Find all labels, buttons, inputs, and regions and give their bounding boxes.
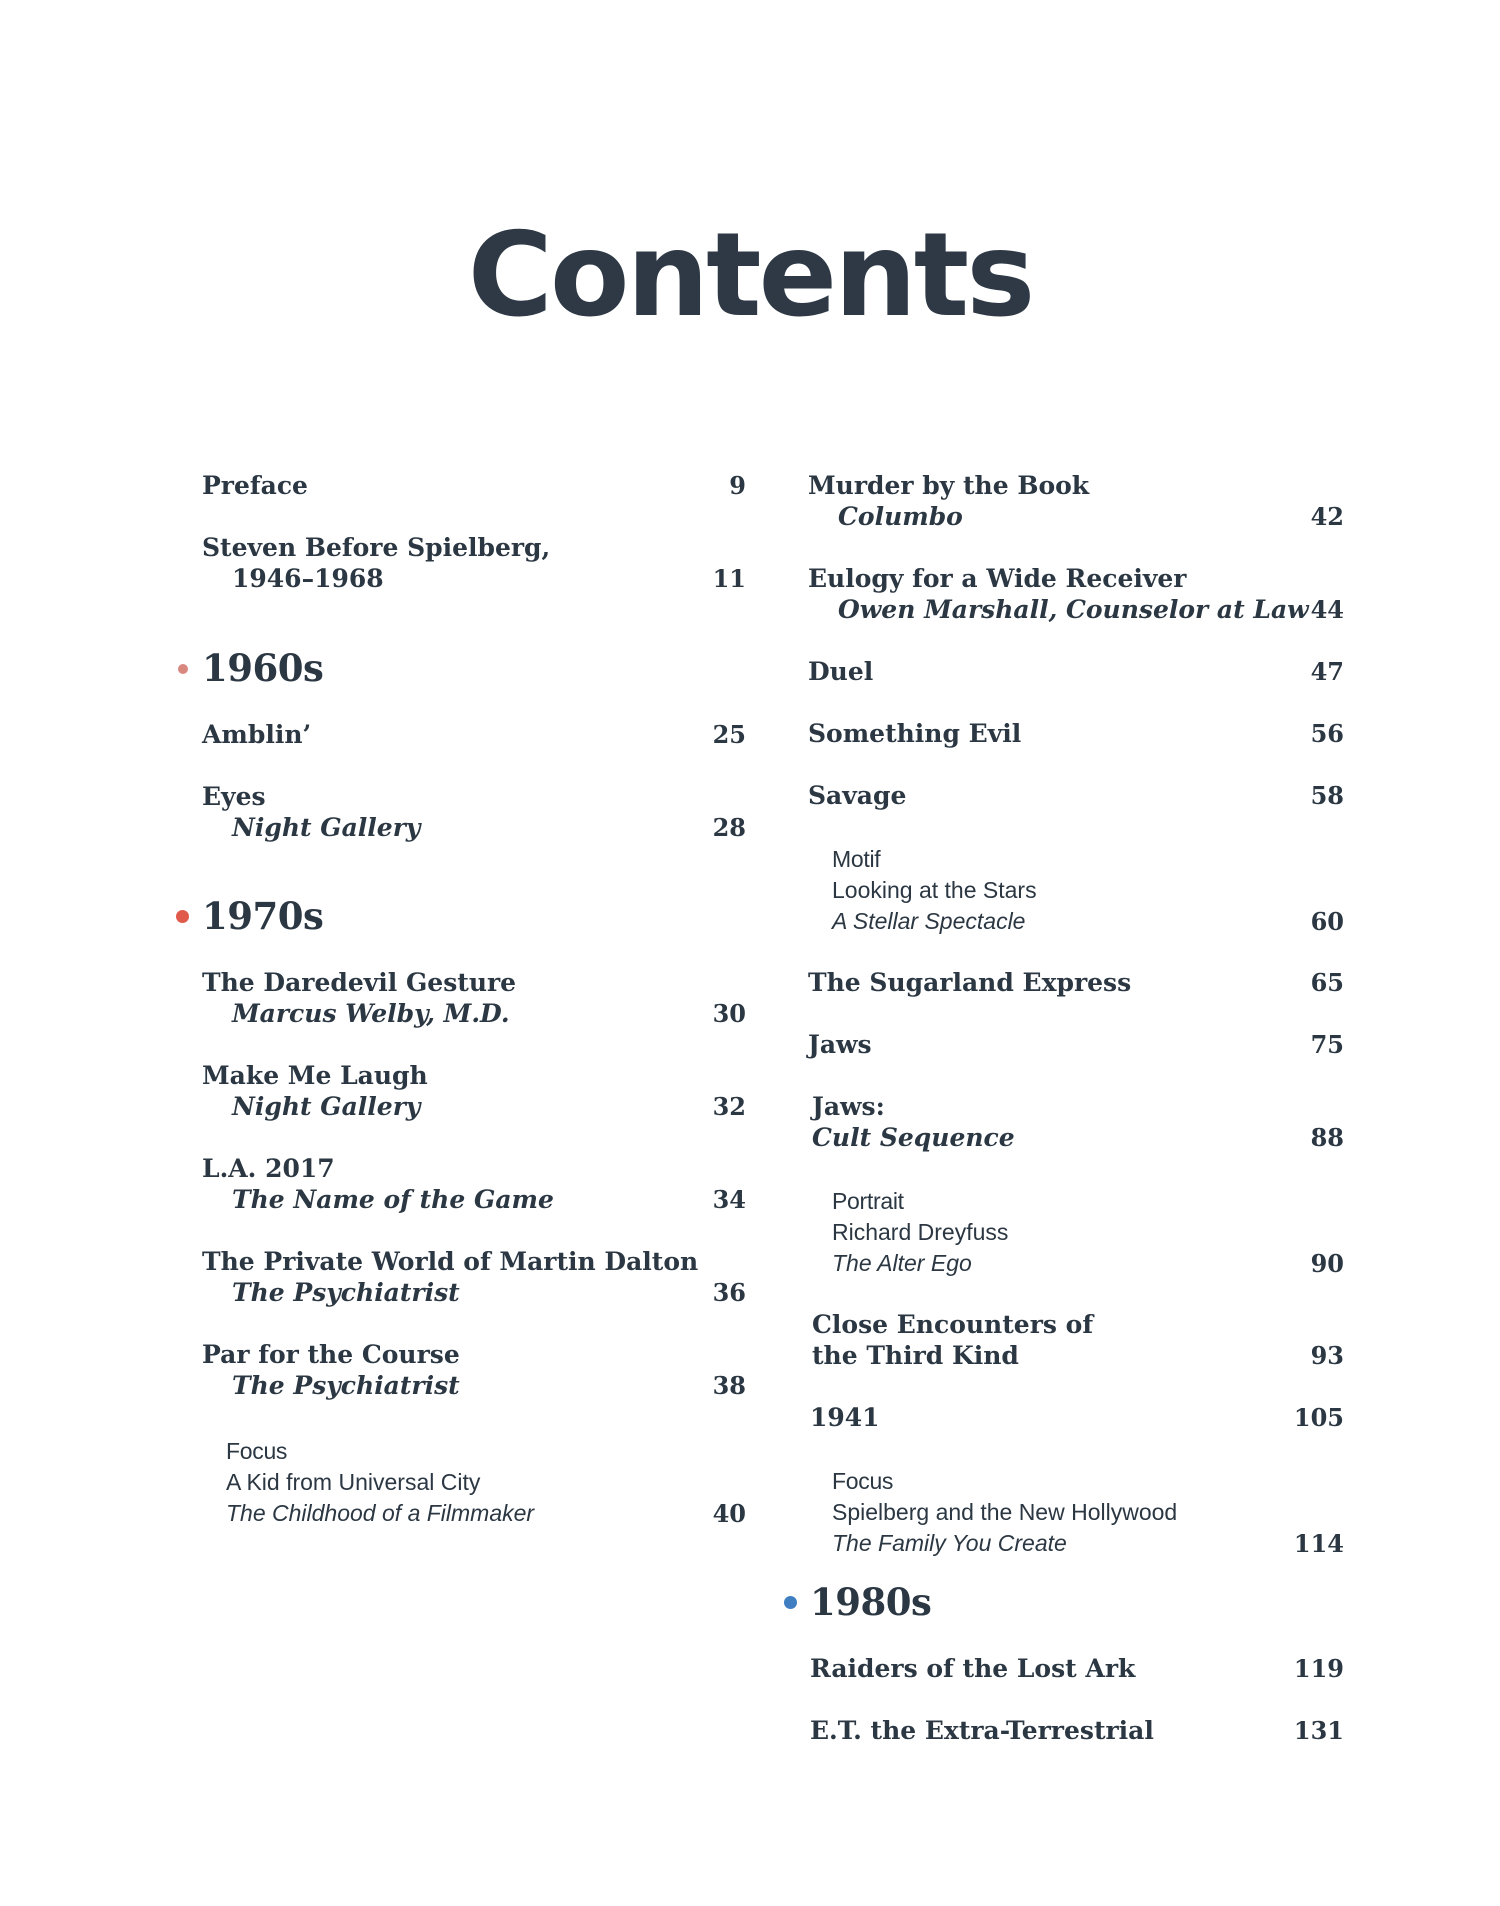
entry-title: Duel [808,657,874,686]
entry-title: Make Me Laugh [202,1061,428,1090]
toc-entry-duel[interactable] [808,656,1348,687]
entry-title: The Sugarland Express [808,968,1132,997]
toc-feature-focus-new-hollywood[interactable] [832,1466,1348,1559]
decade-heading-1980s [810,1580,1350,1624]
entry-page: 65 [1310,968,1344,997]
entry-subtitle: Owen Marshall, Counselor at Law [838,595,1309,624]
decade-heading-1960s [202,646,742,690]
decade-marker-dot [178,664,188,674]
feature-title: Spielberg and the New Hollywood [832,1499,1178,1525]
toc-entry-daredevil-gesture[interactable] [202,967,746,1029]
entry-subtitle: The Psychiatrist [232,1278,460,1307]
entry-title: E.T. the Extra-Terrestrial [810,1716,1154,1745]
entry-page: 90 [1310,1249,1344,1278]
toc-entry-eyes[interactable] [202,781,746,843]
feature-subtitle: A Stellar Spectacle [832,908,1026,934]
entry-page: 36 [712,1278,746,1307]
entry-page: 11 [712,564,746,593]
toc-entry-make-me-laugh[interactable] [202,1060,746,1122]
entry-page: 40 [712,1499,746,1528]
entry-page: 119 [1293,1654,1344,1683]
entry-title: L.A. 2017 [202,1154,335,1183]
entry-title: The Daredevil Gesture [202,968,517,997]
entry-title: Steven Before Spielberg, [202,533,551,562]
feature-kicker: Focus [832,1468,894,1494]
entry-page: 105 [1293,1403,1344,1432]
entry-subtitle: Cult Sequence [812,1123,1015,1152]
entry-page: 131 [1293,1716,1344,1745]
feature-subtitle: The Alter Ego [832,1250,972,1276]
entry-page: 47 [1310,657,1344,686]
entry-title: The Private World of Martin Dalton [202,1247,699,1276]
toc-entry-steven-before-spielberg[interactable] [202,532,746,594]
entry-title: Jaws: [812,1092,885,1121]
toc-feature-motif-stars[interactable] [832,844,1348,937]
toc-entry-amblin[interactable] [202,719,746,750]
toc-entry-par-for-the-course[interactable] [202,1339,746,1401]
entry-title: Raiders of the Lost Ark [810,1654,1136,1683]
decade-heading-1970s [202,894,742,938]
feature-kicker: Motif [832,846,881,872]
entry-title: Close Encounters of [812,1310,1094,1339]
decade-label: 1970s [202,894,324,938]
feature-title: A Kid from Universal City [226,1469,481,1495]
entry-subtitle: Marcus Welby, M.D. [232,999,510,1028]
decade-label: 1980s [810,1580,932,1624]
toc-feature-focus-kid[interactable] [226,1436,746,1529]
entry-title: Eulogy for a Wide Receiver [808,564,1187,593]
entry-page: 44 [1310,595,1344,624]
feature-title: Richard Dreyfuss [832,1219,1009,1245]
decade-marker-dot [176,910,189,923]
toc-entry-1941[interactable] [810,1402,1350,1433]
entry-page: 58 [1310,781,1344,810]
feature-kicker: Portrait [832,1188,904,1214]
entry-page: 25 [712,720,746,749]
entry-subtitle: The Psychiatrist [232,1371,460,1400]
toc-entry-eulogy[interactable] [808,563,1348,625]
toc-entry-private-world[interactable] [202,1246,746,1308]
entry-page: 30 [712,999,746,1028]
entry-page: 60 [1310,907,1344,936]
toc-entry-la-2017[interactable] [202,1153,746,1215]
feature-subtitle: The Family You Create [832,1530,1067,1556]
entry-page: 34 [712,1185,746,1214]
toc-entry-murder-by-the-book[interactable] [808,470,1348,532]
entry-page: 42 [1310,502,1344,531]
entry-page: 56 [1310,719,1344,748]
entry-page: 38 [712,1371,746,1400]
toc-entry-sugarland-express[interactable] [808,967,1348,998]
feature-title: Looking at the Stars [832,877,1037,903]
entry-subtitle: Columbo [838,502,963,531]
entry-title: 1941 [810,1403,880,1432]
entry-subtitle: Night Gallery [232,813,421,842]
entry-page: 114 [1293,1529,1344,1558]
entry-subtitle: Night Gallery [232,1092,421,1121]
page-title: Contents [467,207,1033,343]
toc-entry-jaws-cult-sequence[interactable] [812,1091,1352,1153]
entry-title: Eyes [202,782,266,811]
entry-page: 32 [712,1092,746,1121]
entry-title: Amblin’ [202,720,312,749]
feature-subtitle: The Childhood of a Filmmaker [226,1500,535,1526]
toc-entry-something-evil[interactable] [808,718,1348,749]
entry-page: 28 [712,813,746,842]
entry-title: Something Evil [808,719,1022,748]
entry-title-line2: the Third Kind [812,1341,1019,1370]
entry-subtitle: The Name of the Game [232,1185,554,1214]
entry-title: Murder by the Book [808,471,1090,500]
toc-entry-et[interactable] [810,1715,1350,1746]
entry-title: Par for the Course [202,1340,460,1369]
entry-title: Preface [202,471,308,500]
decade-label: 1960s [202,646,324,690]
toc-entry-jaws[interactable] [808,1029,1348,1060]
entry-subtitle: 1946–1968 [232,564,384,593]
decade-marker-dot [784,1596,797,1609]
entry-title: Jaws [808,1030,872,1059]
toc-feature-portrait-dreyfuss[interactable] [832,1186,1348,1279]
entry-page: 93 [1310,1341,1344,1370]
entry-title: Savage [808,781,907,810]
toc-entry-raiders[interactable] [810,1653,1350,1684]
feature-kicker: Focus [226,1438,288,1464]
entry-page: 9 [729,471,746,500]
toc-entry-close-encounters[interactable] [812,1309,1352,1371]
entry-page: 88 [1310,1123,1344,1152]
toc-entry-preface[interactable] [202,470,746,501]
toc-entry-savage[interactable] [808,780,1348,811]
entry-page: 75 [1310,1030,1344,1059]
